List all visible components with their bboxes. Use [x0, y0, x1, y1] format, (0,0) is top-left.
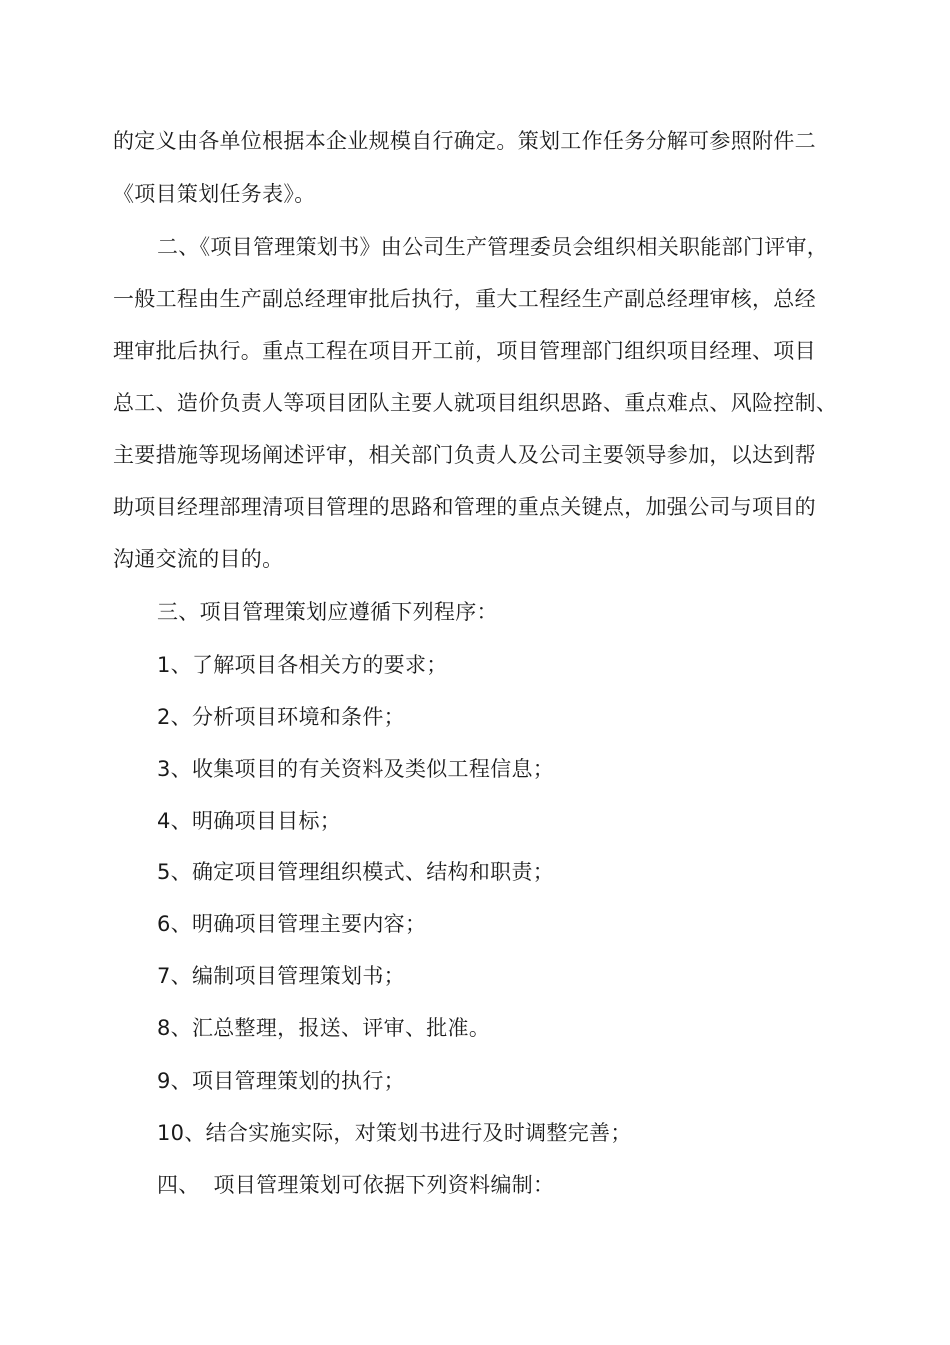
section-heading-3: 三、项目管理策划应遵循下列程序： — [157, 600, 498, 624]
paragraph-line: 沟通交流的目的。 — [113, 547, 284, 571]
paragraph-line: 一般工程由生产副总经理审批后执行，重大工程经生产副总经理审核，总经 — [113, 287, 816, 311]
list-item: 1、了解项目各相关方的要求； — [157, 653, 448, 677]
list-item: 8、汇总整理，报送、评审、批准。 — [157, 1016, 491, 1040]
list-item: 9、项目管理策划的执行； — [157, 1069, 405, 1093]
section-heading-2-line: 二、《项目管理策划书》由公司生产管理委员会组织相关职能部门评审， — [157, 235, 829, 259]
list-item: 6、明确项目管理主要内容； — [157, 912, 427, 936]
paragraph-line: 《项目策划任务表》。 — [113, 182, 316, 206]
paragraph-line: 助项目经理部理清项目管理的思路和管理的重点关键点，加强公司与项目的 — [113, 495, 816, 519]
list-item: 7、编制项目管理策划书； — [157, 964, 405, 988]
paragraph-line: 总工、造价负责人等项目团队主要人就项目组织思路、重点难点、风险控制、 — [113, 391, 838, 415]
paragraph-line: 理审批后执行。重点工程在项目开工前，项目管理部门组织项目经理、项目 — [113, 339, 816, 363]
list-item: 10、结合实施实际，对策划书进行及时调整完善； — [157, 1121, 632, 1145]
paragraph-line: 的定义由各单位根据本企业规模自行确定。策划工作任务分解可参照附件二 — [113, 129, 816, 153]
list-item: 4、明确项目目标； — [157, 809, 342, 833]
section-heading-4: 四、 项目管理策划可依据下列资料编制： — [157, 1173, 555, 1197]
paragraph-line: 主要措施等现场阐述评审，相关部门负责人及公司主要领导参加，以达到帮 — [113, 443, 816, 467]
list-item: 2、分析项目环境和条件； — [157, 705, 405, 729]
list-item: 5、确定项目管理组织模式、结构和职责； — [157, 860, 555, 884]
list-item: 3、收集项目的有关资料及类似工程信息； — [157, 757, 555, 781]
